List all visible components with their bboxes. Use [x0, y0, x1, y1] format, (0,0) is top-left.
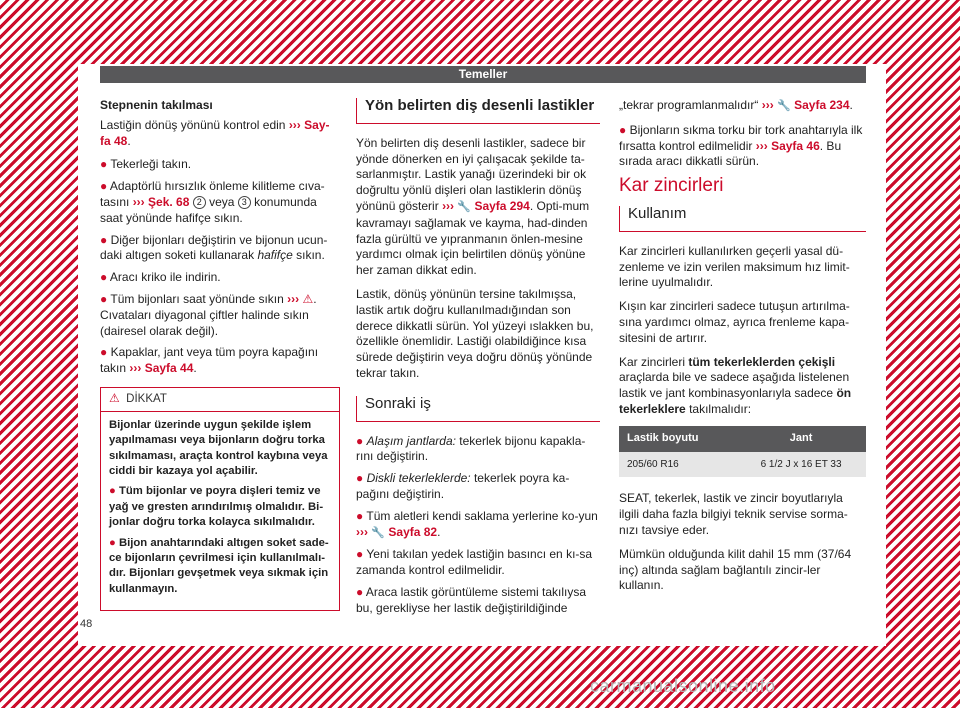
stepne-heading: Stepnenin takılması [100, 98, 213, 112]
chapter-header: Temeller [100, 66, 866, 83]
caution-body [101, 412, 339, 610]
paragraph: Lastik, dönüş yönünün tersine takılmışsa, lastik artık doğru kullanılmadığından son derece dikkatli sürün. Yol yüzeyi ıslakken bu, özellikle önemlidir. Lastiği olabildiğince kısa sürede değiştirin veya doğru dönüş yönünde tekrar takın. [356, 286, 594, 380]
bullet-icon: ● [356, 584, 364, 599]
bullet-icon: ● [100, 157, 108, 172]
caution-paragraph: ● Bijon anahtarındaki altıgen soket sade-ce bijonların çevrilmesi için kullanılmalı-dır. Bijonları gevşetmek veya sıkmak için kullanmayın. [109, 536, 329, 595]
list-item: ● Yeni takılan yedek lastiğin basıncı en kı-sa zamanda kontrol edilmelidir. [356, 547, 593, 578]
list-item: ● Bijonların sıkma torku bir tork anahtarıyla ilk fırsatta kontrol edilmelidir ››› Sayfa 46. Bu sırada aracı dikkatli sürün. [619, 122, 863, 169]
column-middle [356, 98, 600, 623]
table-header: Jant [736, 426, 866, 452]
xref-arrow-icon: ››› [356, 524, 368, 539]
page-link[interactable]: Sayfa 46 [771, 138, 820, 153]
bullet-icon: ● [100, 270, 108, 285]
callout-number: 2 [193, 196, 206, 209]
tire-table [619, 426, 866, 478]
xref-arrow-icon: ››› [129, 361, 142, 376]
list-item: ● Alaşım jantlarda: tekerlek bijonu kapakla-rını değiştirin. [356, 433, 586, 464]
list-item: ● Tüm aletleri kendi saklama yerlerine ko-yun ››› 🔧 Sayfa 82. [356, 508, 598, 539]
bullet-icon: ● [109, 536, 116, 549]
list-item: ● Araca lastik görüntüleme sistemi takılıysa bu, gerekliyse her lastik değiştirildiğinde [356, 584, 587, 615]
xref-arrow-icon: ››› [442, 198, 455, 213]
intro-paragraph: Lastiğin dönüş yönünü kontrol edin ››› Say-fa 48. [100, 117, 330, 148]
figure-link[interactable]: Şek. 68 [148, 194, 190, 209]
bullet-icon: ● [356, 508, 364, 523]
warning-icon[interactable]: ⚠ [302, 291, 314, 306]
list-item: ● Tekerleği takın. [100, 157, 192, 172]
page-link[interactable]: Sayfa 234 [794, 98, 850, 112]
list-item: ● Diğer bijonları değiştirin ve bijonun ucun-daki altıgen soketi kullanarak hafifçe sıkın. [100, 232, 328, 263]
xref-arrow-icon: ››› [132, 194, 145, 209]
page-link[interactable]: Sayfa 44 [144, 361, 194, 376]
next-steps-title: Sonraki iş [356, 396, 600, 422]
column-left [100, 98, 340, 611]
xref-arrow-icon: ››› [288, 117, 301, 132]
paragraph: Yön belirten diş desenli lastikler, sadece bir yönde dönerken en iyi çalışacak şekilde ta-sarlanmıştır. Lastik yanağı üzerindeki bir ok doğrultu yönlü dişleri olan lastiklerin dönüş yönünü gösterir ››› 🔧 Sayfa 294. Opti-mum kavramayı sağlamak ve kayma, had-dinden fazla gürültü ve yıpranmanın önlen-mesine yardımcı olmak için belirtilen dönüş yönüne her zaman dikkat edin. [356, 135, 590, 278]
caution-paragraph: Bijonlar üzerinde uygun şekilde işlem yapılmaması veya bijonların doğru torka sıkılmaması, araçta kontrol kaybına veya ciddi bir kazaya yol açabilir. [109, 418, 328, 477]
wrench-icon: 🔧 [371, 526, 386, 539]
paragraph: Mümkün olduğunda kilit dahil 15 mm (37/64 inç) altında sağlam bağlantılı zincir-ler kullanın. [619, 546, 852, 593]
bullet-icon: ● [109, 485, 116, 498]
list-item: ● Diskli tekerleklerde: tekerlek poyra ka-pağını değiştirin. [356, 471, 570, 501]
list-item: ● Kapaklar, jant veya tüm poyra kapağını takın ››› Sayfa 44. [100, 345, 319, 376]
paragraph: Kışın kar zincirleri sadece tutuşun artırılma-sına yardımcı olmaz, ayrıca frenleme kapa-sitesini de artırır. [619, 299, 850, 345]
table-header: Lastik boyutu [619, 426, 736, 452]
caution-paragraph: ● Tüm bijonlar ve poyra dişleri temiz ve yağ ve gresten arındırılmış olmalıdır. Bi-jonlar doğru torka kolayca sıkılmalıdır. [109, 485, 324, 529]
page-link[interactable]: Sayfa 82 [388, 524, 438, 539]
wrench-icon: 🔧 [777, 100, 791, 112]
bullet-icon: ● [100, 179, 108, 194]
bullet-icon: ● [619, 122, 627, 137]
manual-page [78, 64, 886, 646]
table-row [619, 452, 866, 478]
bullet-icon: ● [100, 345, 108, 360]
subsection-title: Kullanım [619, 206, 866, 232]
section-title: Yön belirten diş desenli lastikler [356, 98, 600, 124]
chapter-title: Kar zincirleri [619, 175, 724, 197]
paragraph: SEAT, tekerlek, lastik ve zincir boyutlarıyla ilgili daha fazla bilgiyi teknik servise sorma-nızı tavsiye eder. [619, 491, 848, 537]
page-link[interactable]: Say-fa 48 [100, 117, 330, 148]
caution-header: ⚠ DİKKAT [101, 388, 339, 412]
bullet-icon: ● [356, 433, 364, 448]
bullet-icon: ● [356, 547, 364, 562]
table-cell: 205/60 R16 [619, 452, 736, 478]
page-number: 48 [80, 618, 93, 630]
table-header-row [619, 426, 866, 452]
xref-arrow-icon: ››› [287, 291, 300, 306]
column-right [619, 98, 866, 602]
warning-icon: ⚠ [109, 390, 120, 405]
xref-arrow-icon: ››› [755, 138, 768, 153]
bullet-icon: ● [100, 232, 108, 247]
bullet-icon: ● [356, 471, 364, 486]
bullet-icon: ● [100, 291, 108, 306]
list-item: ● Aracı kriko ile indirin. [100, 270, 221, 285]
xref-arrow-icon: ››› [761, 98, 774, 112]
watermark: carmanualsonline.info [590, 676, 776, 696]
caution-box [100, 387, 340, 611]
list-item: ● Tüm bijonları saat yönünde sıkın ››› ⚠. Cıvataları diyagonal çiftler halinde sıkın (dairesel olarak değil). [100, 291, 317, 338]
paragraph: „tekrar programlanmalıdır“ ››› 🔧 Sayfa 234. [619, 98, 853, 112]
wrench-icon: 🔧 [457, 200, 472, 213]
list-item: ● Adaptörlü hırsızlık önleme kilitleme cıva-tasını ››› Şek. 68 2 veya 3 konumunda saat yönünde hafifçe sıkın. [100, 179, 325, 225]
page-link[interactable]: Sayfa 294 [474, 198, 530, 213]
paragraph: Kar zincirleri kullanılırken geçerli yasal dü-zenleme ve izin verilen maksimum hız limit-lerine uyulmalıdır. [619, 243, 850, 290]
callout-number: 3 [238, 196, 251, 209]
table-cell: 6 1/2 J x 16 ET 33 [736, 452, 866, 478]
paragraph: Kar zincirleri tüm tekerleklerden çekişli araçlarda bile ve sadece aşağıda listelenen lastik ve jant kombinasyonlarıyla sadece ön tekerleklere takılmalıdır: [619, 354, 852, 416]
